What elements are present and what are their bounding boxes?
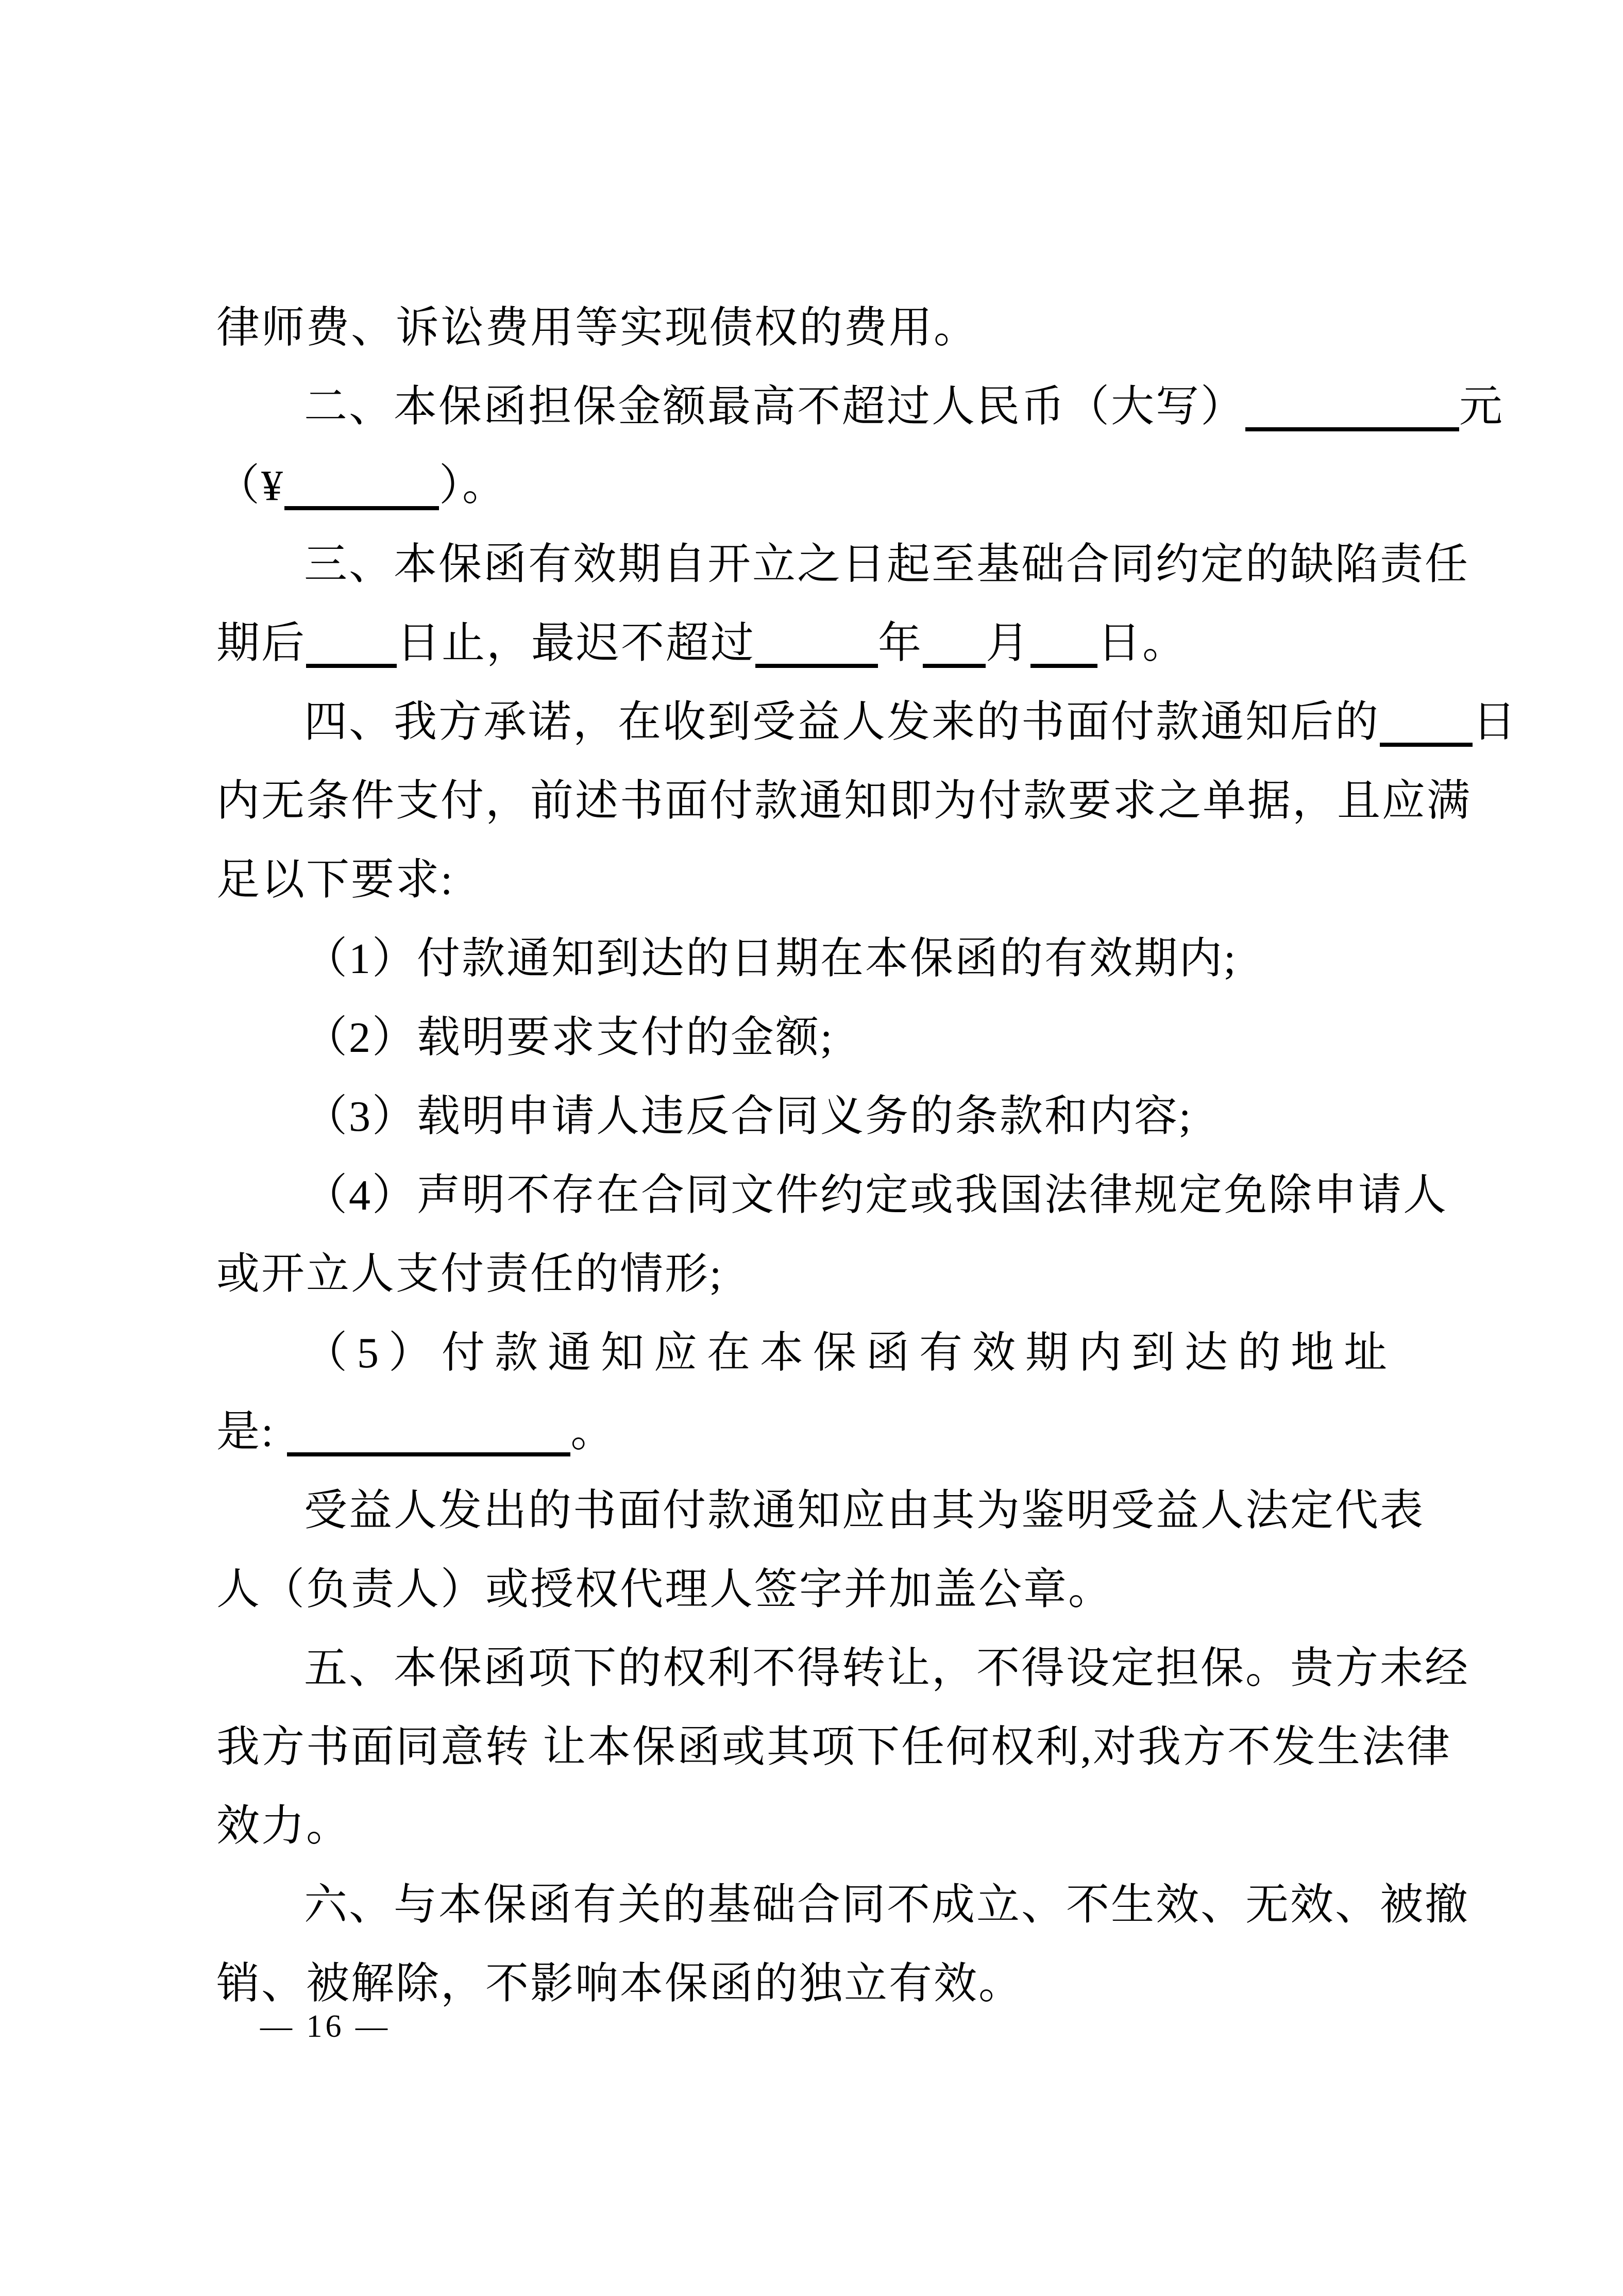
- text-run: 年: [878, 619, 923, 667]
- text-line: [216, 762, 1472, 841]
- text-run: 五、本保函项下的权利不得转让，不得设定担保。贵方未经: [304, 1645, 1470, 1692]
- text-line: [216, 1866, 1470, 1945]
- blank-underline: [923, 621, 986, 668]
- text-run: 我方书面同意转 让本保函或其项下任何权利,对我方不发生法律: [216, 1723, 1452, 1771]
- text-run: 律师费、诉讼费用等实现债权的费用。: [216, 304, 979, 352]
- text-run: 或开立人支付责任的情形;: [216, 1250, 723, 1298]
- text-run: 六、与本保函有关的基础合同不成立、不生效、无效、被撤: [304, 1881, 1470, 1929]
- text-run: （4）声明不存在合同文件约定或我国法律规定免除申请人: [304, 1171, 1448, 1219]
- text-run: 足以下要求:: [216, 856, 454, 904]
- text-line: [216, 604, 1417, 683]
- text-run: （1）付款通知到达的日期在本保函的有效期内;: [304, 935, 1238, 983]
- text-line: [216, 525, 1470, 604]
- text-run: 效力。: [216, 1802, 351, 1850]
- text-run: 四、我方承诺，在收到受益人发来的书面付款通知后的: [304, 698, 1380, 746]
- text-line: [216, 841, 1417, 919]
- text-run: 人（负责人）或授权代理人签字并加盖公章。: [216, 1566, 1113, 1614]
- blank-underline: [306, 621, 397, 668]
- text-line: [216, 1393, 1417, 1471]
- text-line: [216, 998, 1417, 1077]
- text-run: 日止，最迟不超过: [397, 619, 756, 667]
- text-line: [216, 1787, 1417, 1866]
- text-run: 内无条件支付，前述书面付款通知即为付款要求之单据，且应满: [216, 777, 1472, 825]
- text-run: （3）载明申请人违反合同义务的条款和内容;: [304, 1093, 1193, 1141]
- text-line: [216, 1471, 1425, 1550]
- text-line: [216, 1156, 1448, 1235]
- text-line: [216, 1077, 1417, 1156]
- text-line: [216, 1314, 1417, 1393]
- text-run: 受益人发出的书面付款通知应由其为鉴明受益人法定代表: [304, 1487, 1425, 1535]
- text-run: 日: [1473, 698, 1518, 746]
- blank-underline: [1030, 621, 1097, 668]
- text-line: [216, 1629, 1470, 1708]
- text-line: [216, 446, 1417, 525]
- text-run: 日。: [1097, 619, 1188, 667]
- text-run: （2）载明要求支付的金额;: [304, 1014, 834, 1062]
- blank-underline: [1245, 384, 1459, 431]
- blank-underline: [287, 1409, 570, 1456]
- text-line: [216, 367, 1504, 446]
- text-run: 元: [1459, 383, 1504, 431]
- text-run: 是:: [216, 1408, 288, 1456]
- text-run: 销、被解除，不影响本保函的独立有效。: [216, 1960, 1024, 2008]
- text-run: 二、本保函担保金额最高不超过人民币（大写）: [304, 383, 1246, 431]
- text-line: [216, 683, 1518, 762]
- text-run: 期后: [216, 619, 307, 667]
- text-line: [216, 1945, 1417, 2023]
- text-line: [216, 919, 1417, 998]
- text-line: [216, 1708, 1452, 1787]
- text-run: 。: [570, 1408, 616, 1456]
- blank-underline: [1380, 699, 1473, 747]
- text-run: （5）付款通知应在本保函有效期内到达的地址: [304, 1329, 1397, 1377]
- blank-underline: [284, 463, 439, 510]
- blank-underline: [755, 621, 878, 668]
- text-line: [216, 1550, 1417, 1629]
- text-run: 月: [986, 619, 1031, 667]
- text-run: 三、本保函有效期自开立之日起至基础合同约定的缺陷责任: [304, 541, 1470, 589]
- text-run: ）。: [439, 462, 508, 510]
- document-body: [216, 289, 1518, 2023]
- text-run: （¥: [216, 462, 285, 510]
- page-footer: — 16 —: [260, 2009, 391, 2044]
- text-line: [216, 289, 1417, 367]
- text-line: [216, 1235, 1417, 1314]
